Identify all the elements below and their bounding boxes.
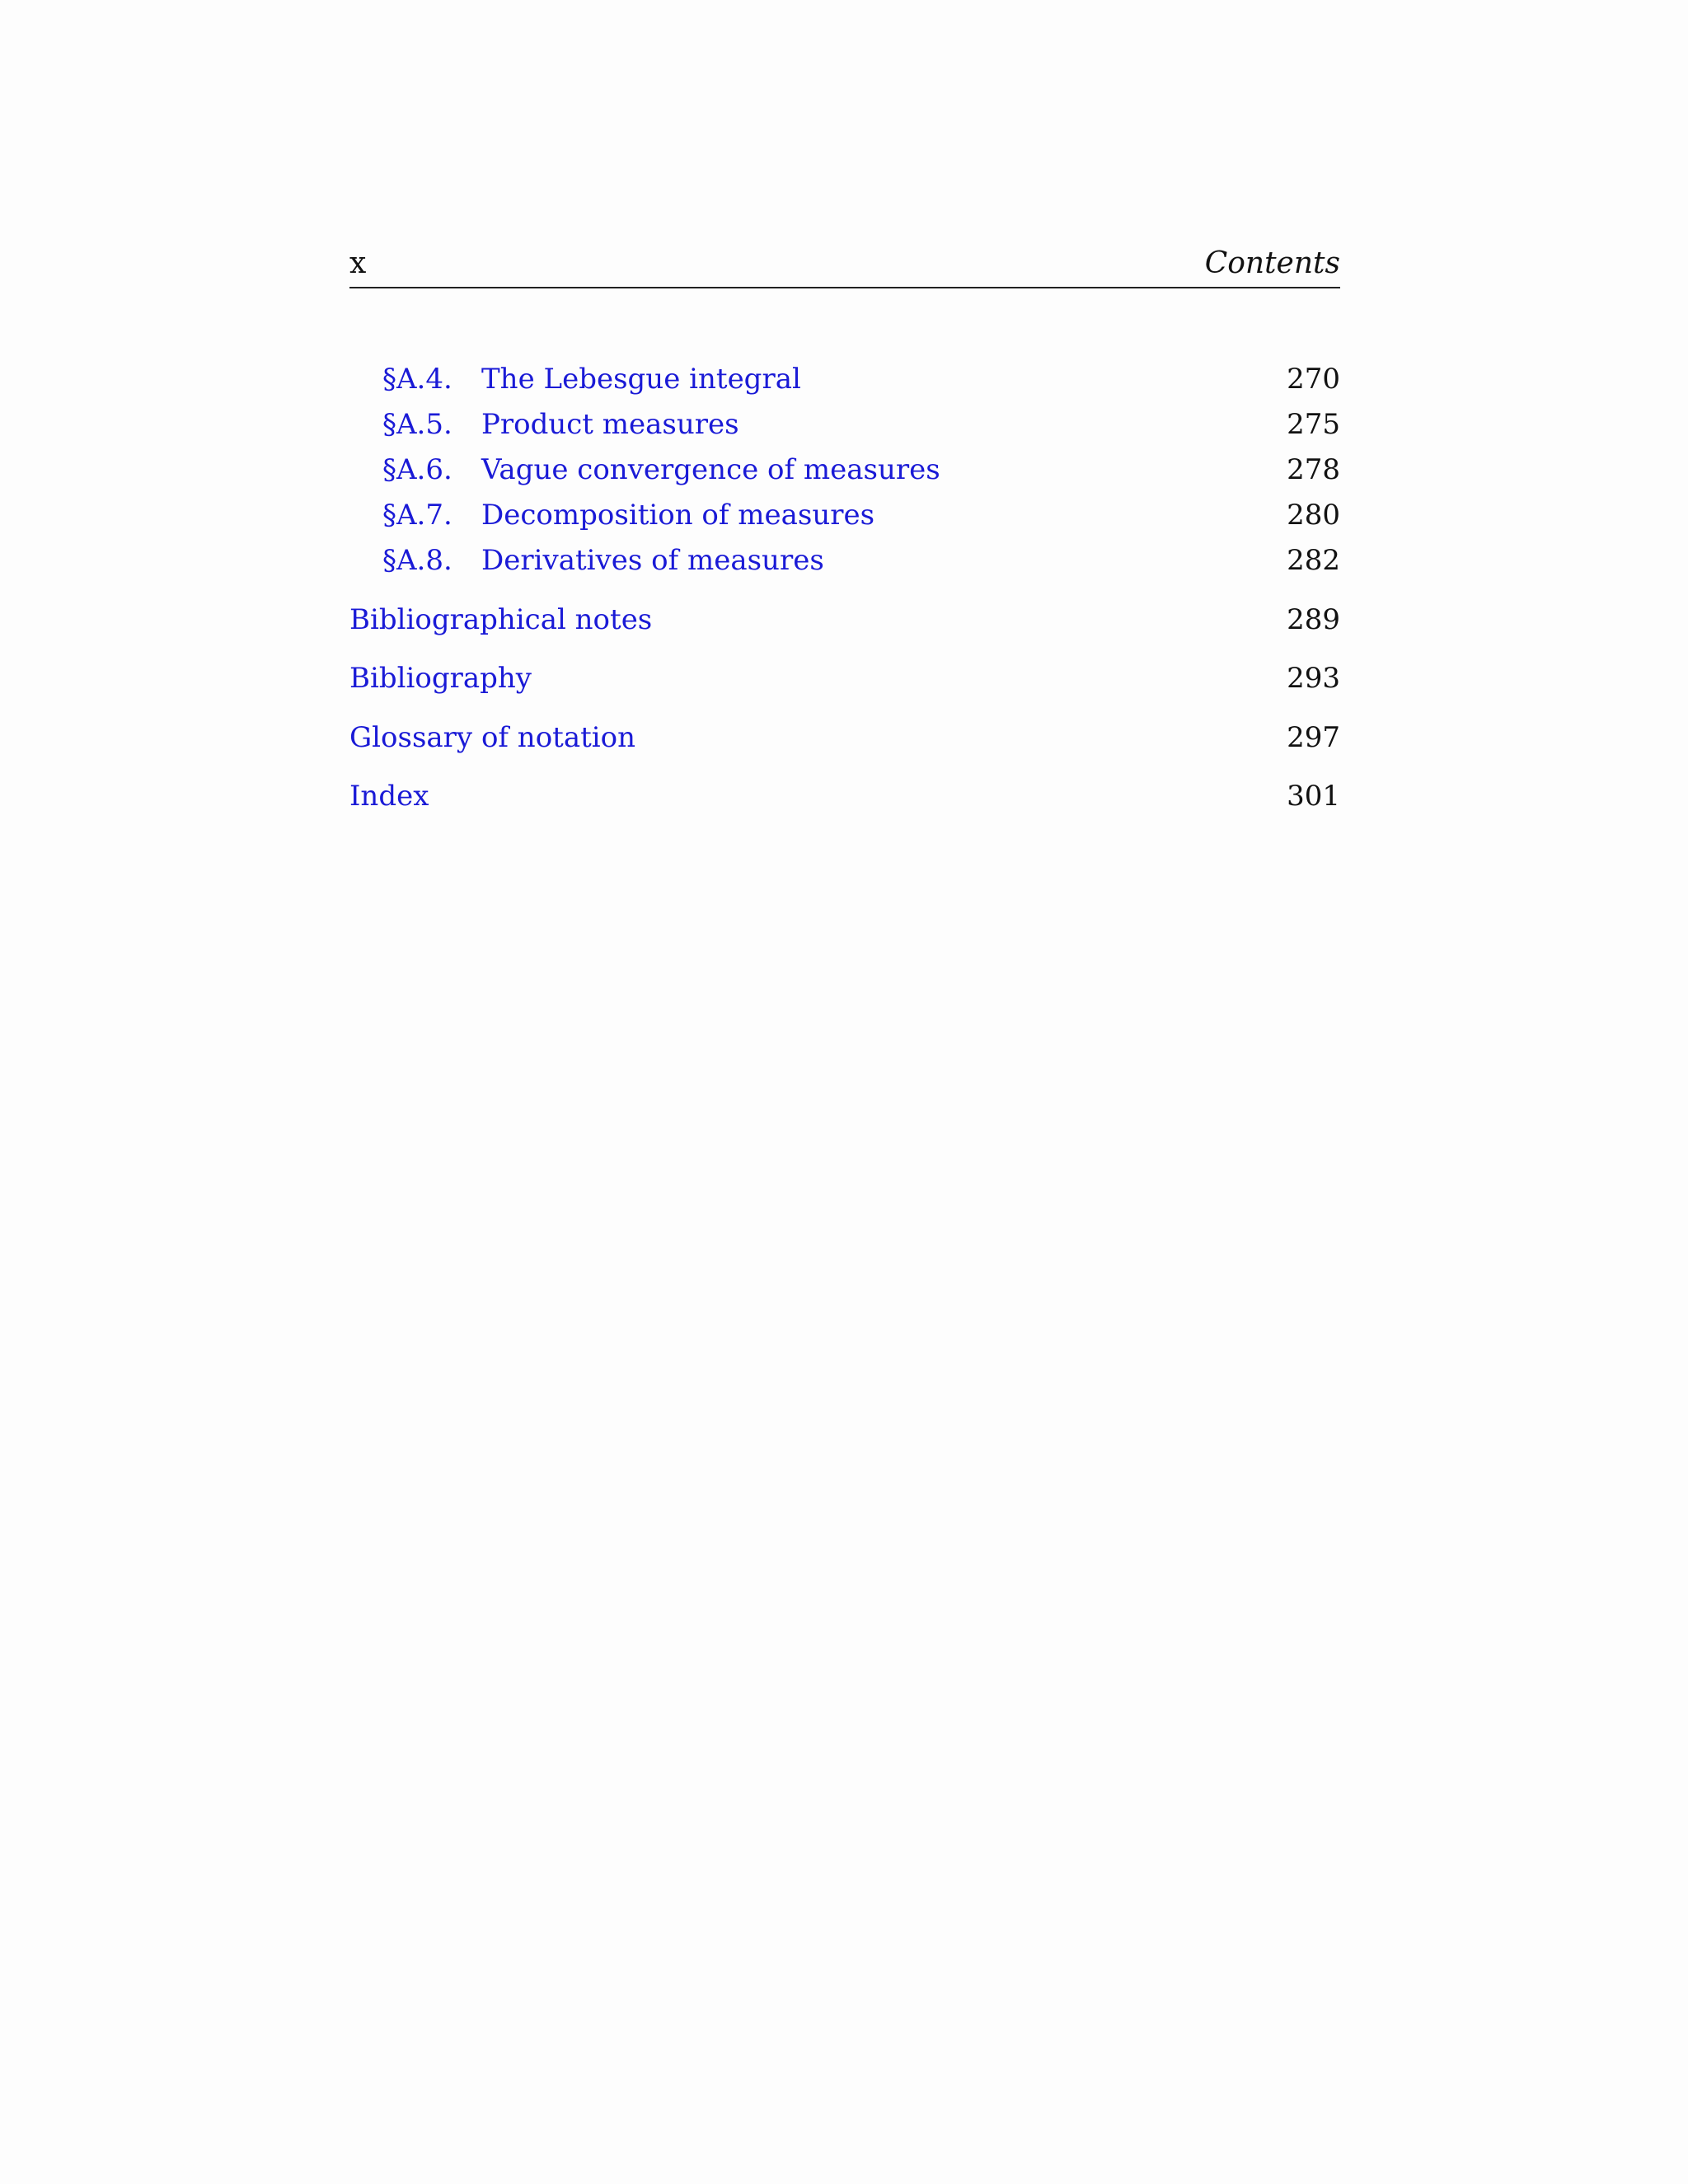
- toc-chapter-row: [349, 658, 1340, 698]
- toc-section-row: [349, 359, 1340, 399]
- section-title: The Lebesgue integral: [481, 363, 801, 396]
- page-reference: 280: [1287, 499, 1340, 532]
- page-reference: 278: [1287, 453, 1340, 486]
- section-number: §A.4.: [382, 363, 452, 396]
- section-number: §A.6.: [382, 453, 452, 486]
- page-reference: 275: [1287, 408, 1340, 441]
- section-number: §A.5.: [382, 408, 452, 441]
- page-reference: 293: [1287, 662, 1340, 695]
- toc-section-row: [349, 495, 1340, 535]
- toc-chapter-row: [349, 776, 1340, 816]
- toc-link-bibliographical-notes[interactable]: Bibliographical notes: [349, 603, 653, 636]
- page-reference: 301: [1287, 780, 1340, 813]
- section-title: Decomposition of measures: [481, 499, 875, 532]
- section-title: Vague convergence of measures: [481, 453, 940, 486]
- section-number: §A.8.: [382, 544, 452, 577]
- toc-link-bibliography[interactable]: Bibliography: [349, 662, 532, 695]
- running-title: Contents: [1204, 246, 1340, 280]
- toc-link-index[interactable]: Index: [349, 780, 429, 813]
- toc-section-row: [349, 405, 1340, 444]
- running-header: [349, 244, 1340, 288]
- toc-link-glossary-of-notation[interactable]: Glossary of notation: [349, 721, 636, 754]
- page-reference: 270: [1287, 363, 1340, 396]
- toc-chapter-row: [349, 718, 1340, 757]
- page-reference: 282: [1287, 544, 1340, 577]
- page-number: x: [349, 246, 367, 280]
- toc-section-row: [349, 450, 1340, 490]
- page-reference: 289: [1287, 603, 1340, 636]
- page-reference: 297: [1287, 721, 1340, 754]
- toc-section-row: [349, 541, 1340, 580]
- section-title: Derivatives of measures: [481, 544, 824, 577]
- section-title: Product measures: [481, 408, 739, 441]
- toc-chapter-row: [349, 600, 1340, 640]
- section-number: §A.7.: [382, 499, 452, 532]
